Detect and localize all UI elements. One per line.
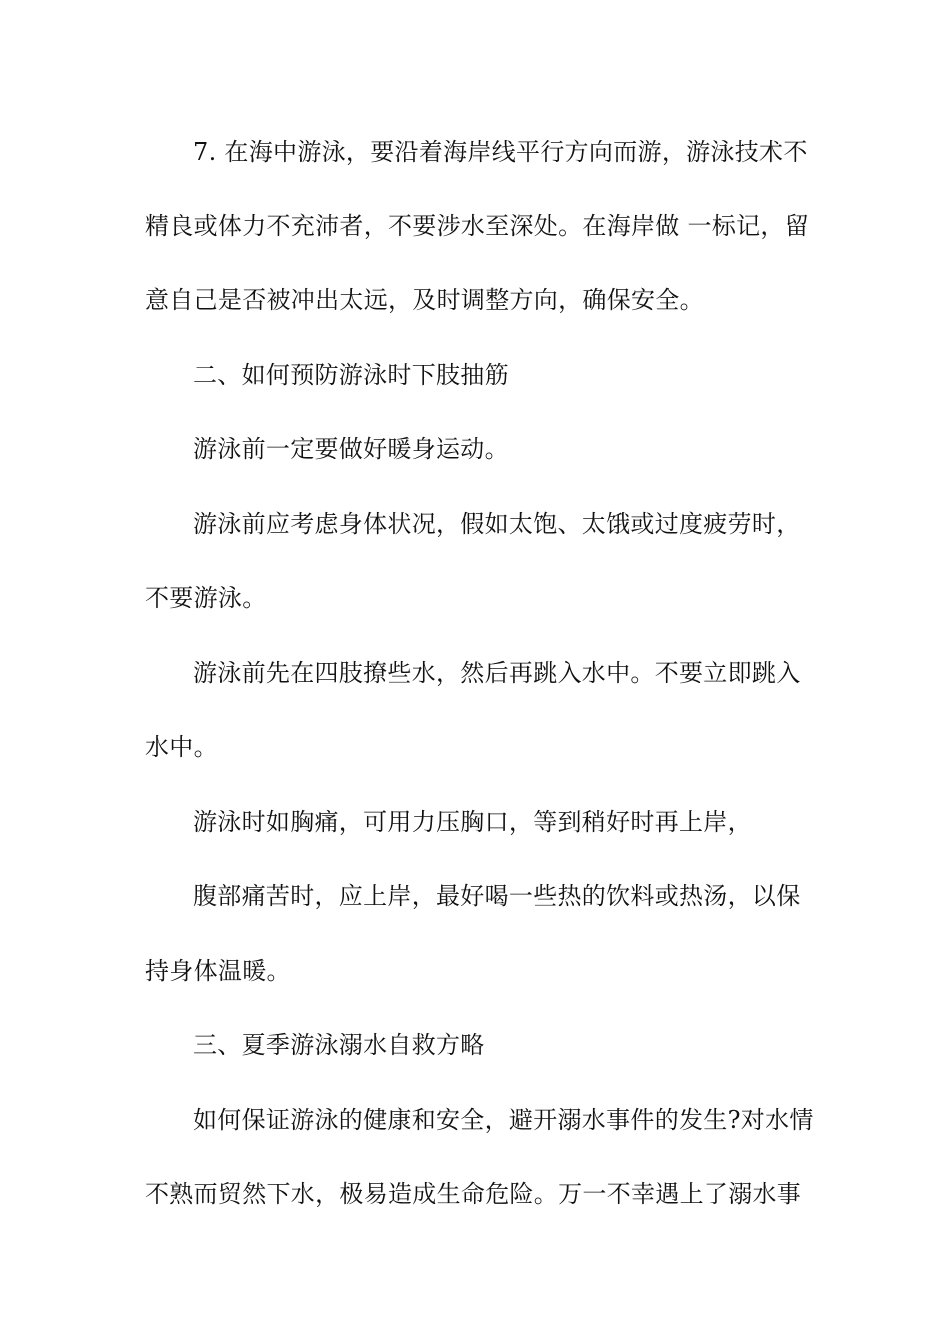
paragraph-line: 不要游泳。: [145, 584, 267, 612]
paragraph-line: 7. 在海中游泳，要沿着海岸线平行方向而游，游泳技术不: [193, 138, 808, 166]
paragraph-line: 游泳前一定要做好暖身运动。: [193, 435, 509, 463]
paragraph-line: 水中。: [145, 733, 218, 761]
paragraph-line: 游泳时如胸痛，可用力压胸口，等到稍好时再上岸，: [193, 808, 752, 836]
paragraph-line: 游泳前应考虑身体状况，假如太饱、太饿或过度疲劳时，: [193, 510, 801, 538]
paragraph-line: 不熟而贸然下水，极易造成生命危险。万一不幸遇上了溺水事: [145, 1180, 802, 1208]
paragraph-line: 持身体温暖。: [145, 957, 291, 985]
paragraph-line: 精良或体力不充沛者，不要涉水至深处。在海岸做 一标记，留: [145, 212, 810, 240]
paragraph-line: 意自己是否被冲出太远，及时调整方向，确保安全。: [145, 286, 704, 314]
section-heading: 三、夏季游泳溺水自救方略: [193, 1031, 485, 1059]
paragraph-line: 腹部痛苦时，应上岸，最好喝一些热的饮料或热汤，以保: [193, 882, 801, 910]
section-heading: 二、如何预防游泳时下肢抽筋: [193, 361, 509, 389]
paragraph-line: 如何保证游泳的健康和安全，避开溺水事件的发生?对水情: [193, 1106, 814, 1134]
paragraph-line: 游泳前先在四肢撩些水，然后再跳入水中。不要立即跳入: [193, 659, 801, 687]
